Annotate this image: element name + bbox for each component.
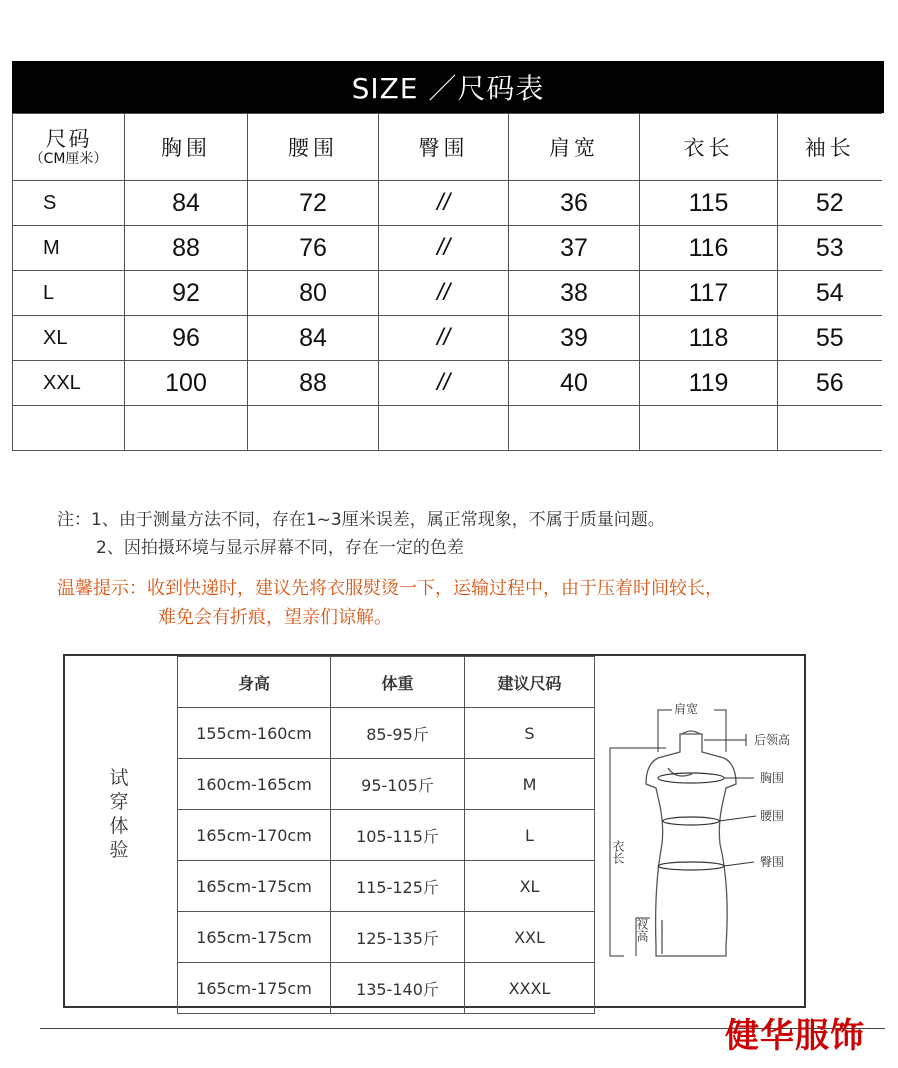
cell-shoulder: 37 [509,226,640,271]
cell-length: 116 [640,226,778,271]
empty-cell [13,406,125,451]
cell-waist: 84 [248,316,379,361]
size-chart-table [12,113,882,451]
dress-measurement-diagram [596,656,804,1006]
cell-weight: 95-105斤 [331,759,465,810]
cell-sleeve: 52 [778,181,882,226]
header-length: 衣长 [640,114,778,181]
size-chart-title: SIZE ／尺码表 [12,61,884,113]
header-size [13,114,125,181]
cell-shoulder: 36 [509,181,640,226]
label-hip: 臀围 [760,855,785,869]
empty-cell [778,406,882,451]
cell-bust: 88 [125,226,248,271]
cell-size: S [13,181,125,226]
empty-cell [248,406,379,451]
note-line-1: 注：1、由于测量方法不同，存在1~3厘米误差，属正常现象，不属于质量问题。 [57,510,665,530]
label-back-neck: 后领高 [754,733,791,747]
fitting-header-row [178,657,595,708]
cell-sleeve: 53 [778,226,882,271]
empty-cell [509,406,640,451]
cell-length: 117 [640,271,778,316]
cell-height: 165cm-175cm [178,963,331,1014]
cell-suggested-size: S [465,708,595,759]
cell-weight: 105-115斤 [331,810,465,861]
header-bust: 胸围 [125,114,248,181]
cell-bust: 96 [125,316,248,361]
empty-cell [640,406,778,451]
table-row [13,361,882,406]
cell-length: 118 [640,316,778,361]
header-waist: 腰围 [248,114,379,181]
table-row [178,963,595,1014]
table-row [13,271,882,316]
note-line-2: 2、因拍摄环境与显示屏幕不同，存在一定的色差 [96,538,464,558]
cell-weight: 85-95斤 [331,708,465,759]
table-row [13,316,882,361]
cell-height: 160cm-165cm [178,759,331,810]
fitting-label: 试穿体验 [109,767,129,861]
cell-sleeve: 56 [778,361,882,406]
waist-line-icon [663,817,719,825]
header-sleeve: 袖长 [778,114,882,181]
header-suggested-size: 建议尺码 [465,657,595,708]
cell-size: XXL [13,361,125,406]
header-height: 身高 [178,657,331,708]
header-weight: 体重 [331,657,465,708]
cell-hip: // [379,361,509,406]
header-size-unit: （CM厘米） [29,150,108,167]
cell-suggested-size: M [465,759,595,810]
hip-line-icon [658,862,724,870]
cell-bust: 92 [125,271,248,316]
table-row-empty [13,406,882,451]
cell-suggested-size: L [465,810,595,861]
cell-height: 165cm-170cm [178,810,331,861]
table-row [178,810,595,861]
size-chart-header-row [13,114,882,181]
cell-waist: 88 [248,361,379,406]
table-row [178,708,595,759]
cell-length: 119 [640,361,778,406]
empty-cell [379,406,509,451]
brand-name: 健华服饰 [725,1016,865,1056]
table-row [178,759,595,810]
cell-length: 115 [640,181,778,226]
cell-hip: // [379,181,509,226]
empty-cell [125,406,248,451]
cell-hip: // [379,316,509,361]
cell-hip: // [379,226,509,271]
header-shoulder: 肩宽 [509,114,640,181]
cell-weight: 125-135斤 [331,912,465,963]
cell-shoulder: 38 [509,271,640,316]
cell-suggested-size: XL [465,861,595,912]
label-shoulder: 肩宽 [674,702,699,716]
warm-tip-line-2: 难免会有折痕，望亲们谅解。 [158,607,392,628]
cell-size: XL [13,316,125,361]
warm-tip-line-1: 温馨提示：收到快递时，建议先将衣服熨烫一下，运输过程中，由于压着时间较长， [57,578,723,599]
cell-sleeve: 55 [778,316,882,361]
cell-waist: 80 [248,271,379,316]
cell-waist: 72 [248,181,379,226]
table-row [13,181,882,226]
cell-shoulder: 39 [509,316,640,361]
cell-suggested-size: XXL [465,912,595,963]
cell-suggested-size: XXXL [465,963,595,1014]
header-size-label: 尺码 [45,126,92,151]
cell-weight: 135-140斤 [331,963,465,1014]
cell-sleeve: 54 [778,271,882,316]
table-row [178,912,595,963]
dress-outline-icon [646,731,736,956]
table-row [178,861,595,912]
cell-height: 165cm-175cm [178,861,331,912]
cell-shoulder: 40 [509,361,640,406]
cell-bust: 100 [125,361,248,406]
cell-weight: 115-125斤 [331,861,465,912]
cell-waist: 76 [248,226,379,271]
cell-hip: // [379,271,509,316]
label-length: 衣长 [611,840,625,864]
cell-size: M [13,226,125,271]
table-row [13,226,882,271]
cell-height: 165cm-175cm [178,912,331,963]
label-bust: 胸围 [760,771,785,785]
cell-bust: 84 [125,181,248,226]
label-slit: 衩高 [635,918,649,942]
cell-height: 155cm-160cm [178,708,331,759]
fitting-table [177,656,595,1014]
cell-size: L [13,271,125,316]
header-hip: 臀围 [379,114,509,181]
label-waist: 腰围 [760,809,785,823]
